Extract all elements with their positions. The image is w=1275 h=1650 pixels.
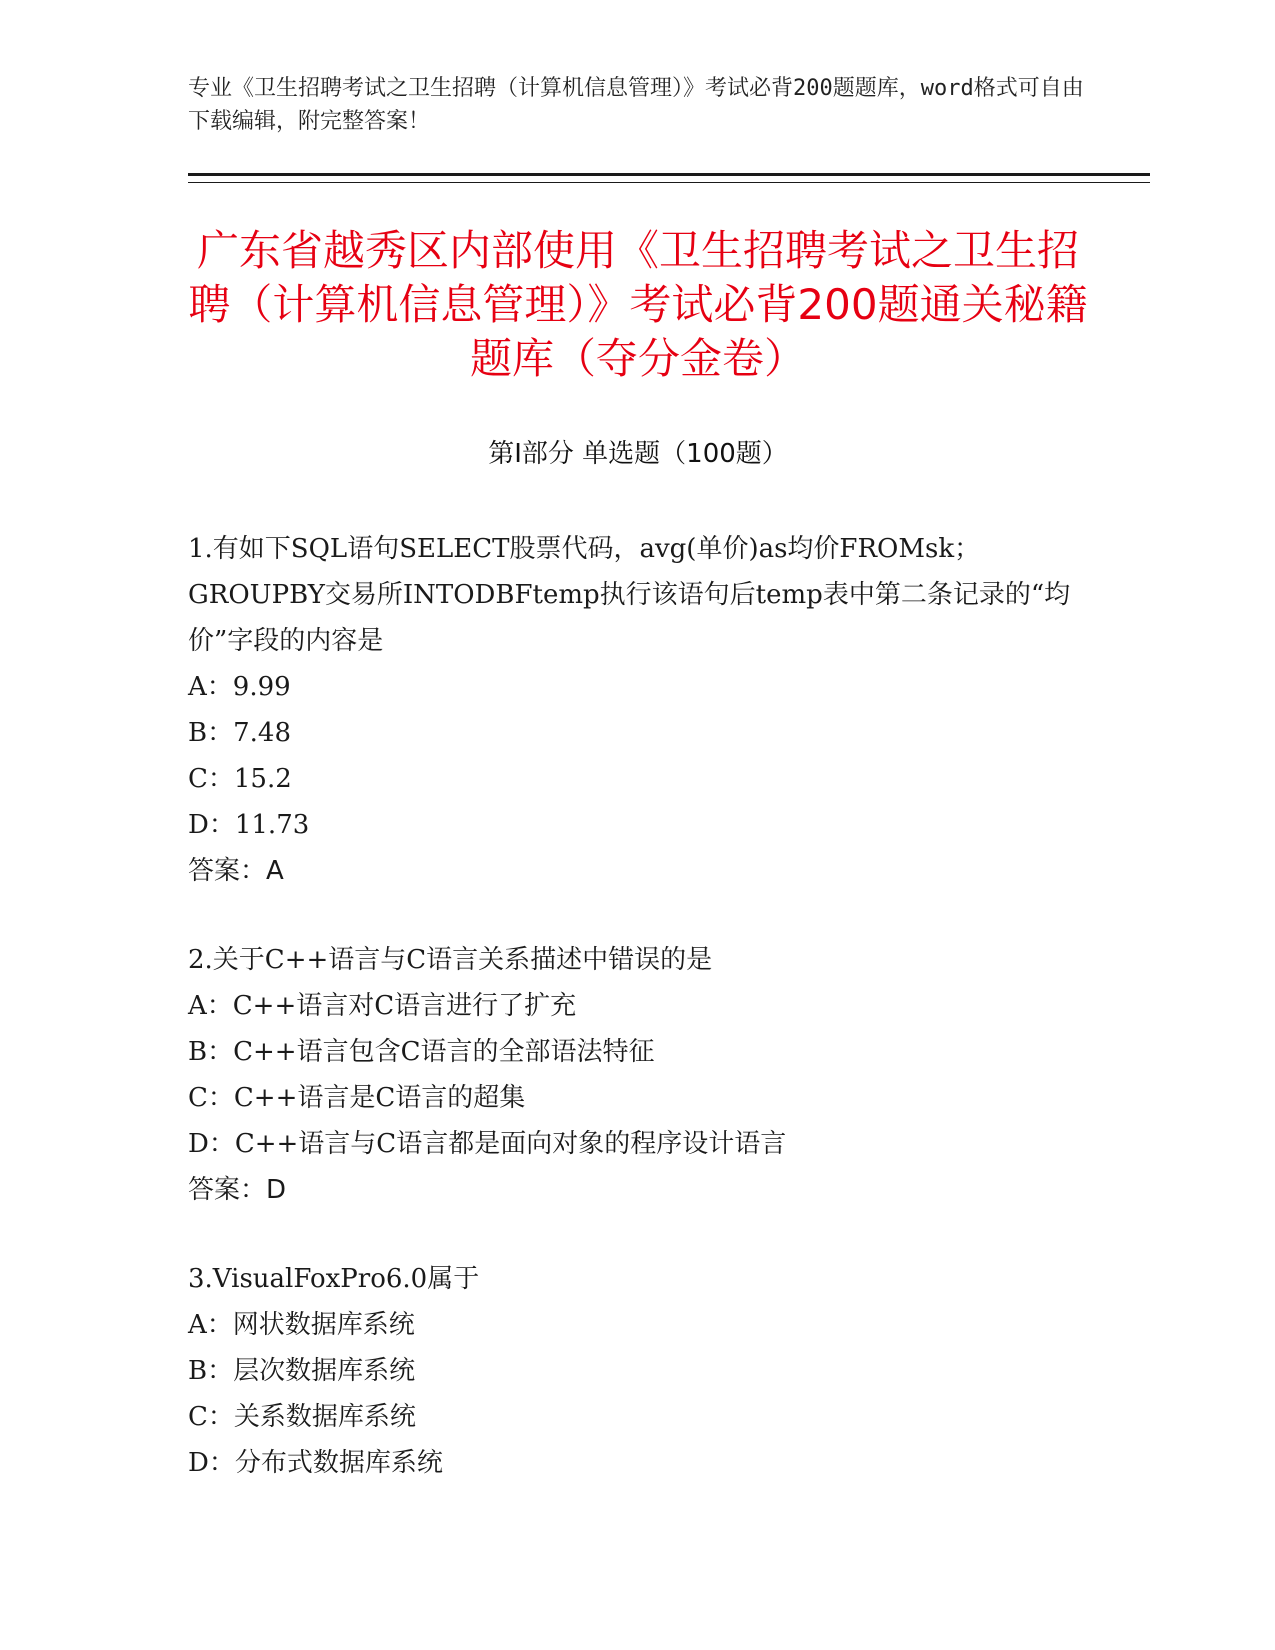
page-title: 广东省越秀区内部使用《卫生招聘考试之卫生招聘（计算机信息管理）》考试必背200题通关秘籍题库（夺分金卷） [188, 226, 1088, 383]
question-stem: 2.关于C++语言与C语言关系描述中错误的是 [188, 945, 713, 975]
header-note: 专业《卫生招聘考试之卫生招聘（计算机信息管理）》考试必背200题题库，word格式可自由下载编辑，附完整答案！ [188, 76, 1084, 134]
question-option-d: D：分布式数据库系统 [188, 1448, 443, 1478]
question-option-b: B：层次数据库系统 [188, 1356, 416, 1386]
question-item [188, 937, 1108, 1213]
question-answer: 答案：A [188, 856, 284, 886]
question-stem: 1.有如下SQL语句SELECT股票代码，avg(单价)as均价FROMsk；GROUPBY交易所INTODBFtemp执行该语句后temp表中第二条记录的“均价”字段的内容是 [188, 534, 1071, 656]
question-option-a: A：网状数据库系统 [188, 1310, 415, 1340]
question-answer: 答案：D [188, 1175, 287, 1205]
question-option-b: B：C++语言包含C语言的全部语法特征 [188, 1037, 655, 1067]
section-heading: 第Ⅰ部分 单选题（100题） [488, 439, 788, 469]
question-option-d: D：C++语言与C语言都是面向对象的程序设计语言 [188, 1129, 787, 1159]
question-item [188, 1256, 1108, 1486]
header-divider-thin [188, 182, 1150, 183]
question-stem: 3.VisualFoxPro6.0属于 [188, 1264, 480, 1294]
header-divider-thick [188, 173, 1150, 176]
question-option-c: C：15.2 [188, 764, 292, 794]
question-option-c: C：C++语言是C语言的超集 [188, 1083, 526, 1113]
question-option-a: A：C++语言对C语言进行了扩充 [188, 991, 577, 1021]
question-option-d: D：11.73 [188, 810, 310, 840]
question-option-b: B：7.48 [188, 718, 291, 748]
question-option-a: A：9.99 [188, 672, 291, 702]
question-item [188, 526, 1108, 894]
question-option-c: C：关系数据库系统 [188, 1402, 416, 1432]
